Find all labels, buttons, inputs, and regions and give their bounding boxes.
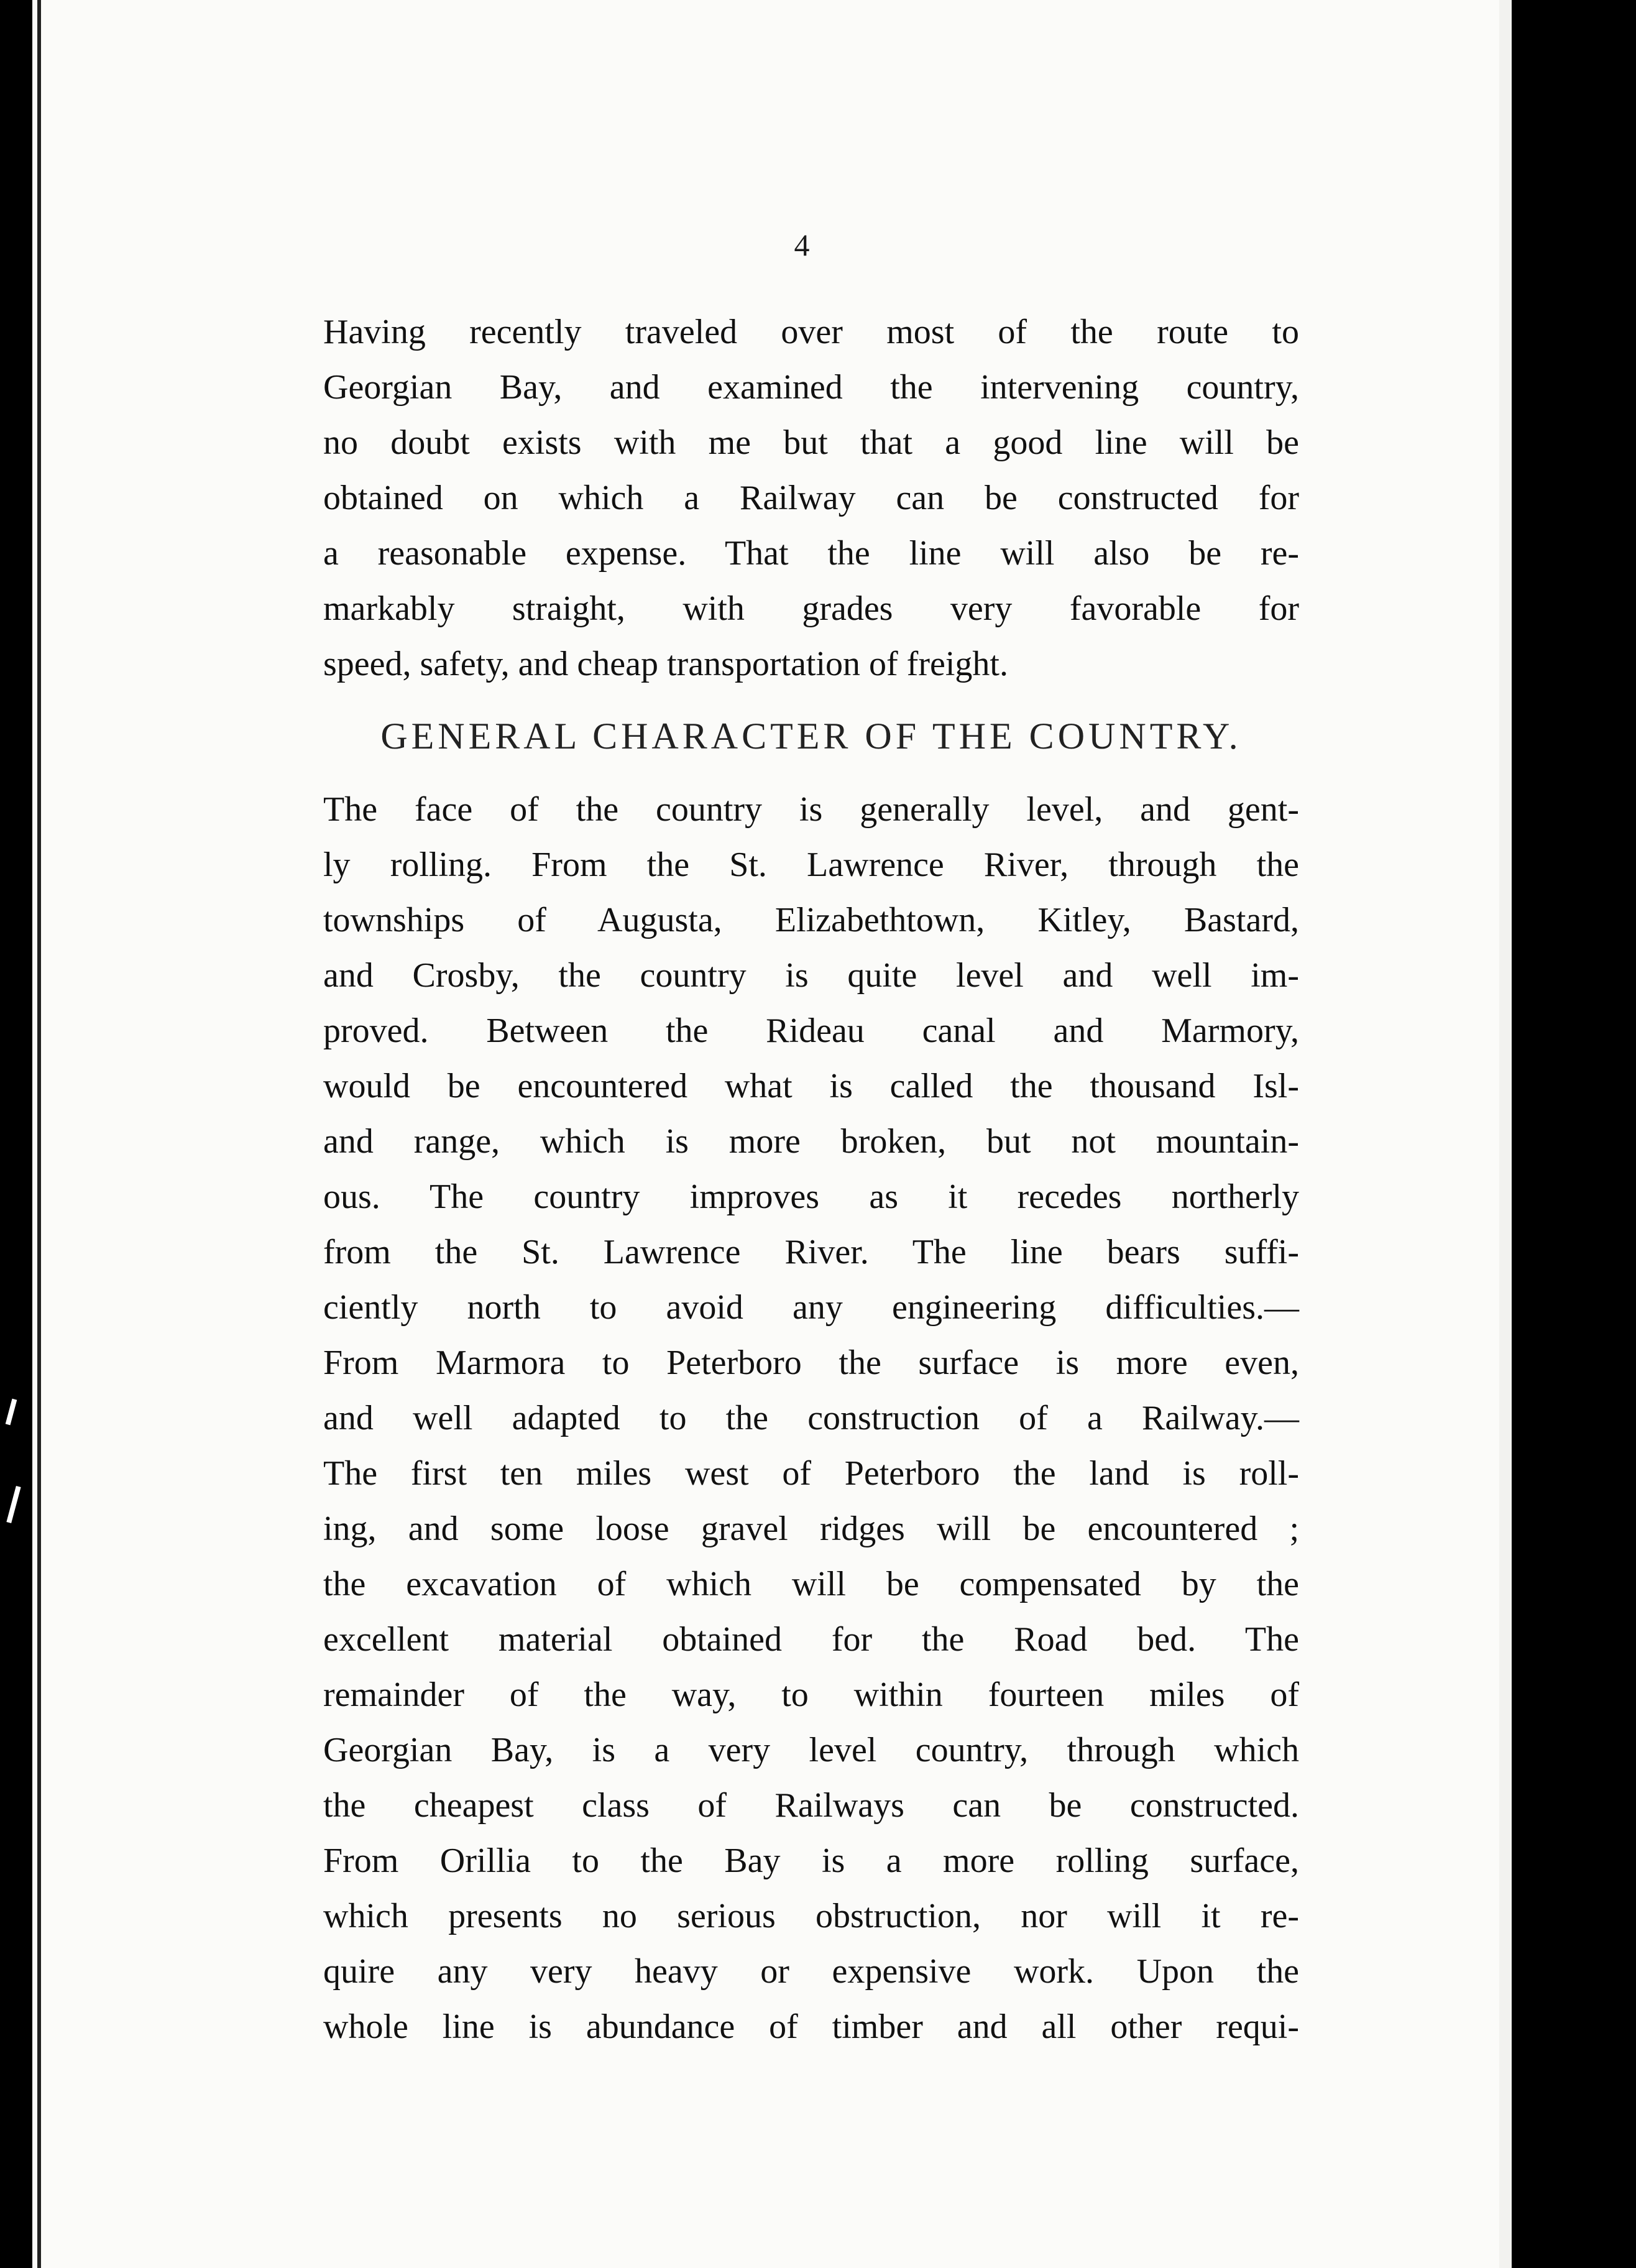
text-line: ing, and some loose gravel ridges will be encountered ; — [323, 1510, 1299, 1548]
text-line: a reasonable expense. That the line will also be re- — [323, 534, 1299, 573]
paragraph-country — [323, 782, 1299, 2055]
text-line: and Crosby, the country is quite level and well im- — [323, 956, 1299, 995]
text-line: From Marmora to Peterboro the surface is more even, — [323, 1344, 1299, 1382]
text-line: ly rolling. From the St. Lawrence River, through the — [323, 846, 1299, 884]
text-line: proved. Between the Rideau canal and Marmory, — [323, 1012, 1299, 1050]
adjacent-page-edge — [1499, 0, 1512, 2268]
text-line: which presents no serious obstruction, nor will it re- — [323, 1897, 1299, 1935]
text-line: ciently north to avoid any engineering difficulties.— — [323, 1288, 1299, 1327]
text-line: and well adapted to the construction of a Railway.— — [323, 1399, 1299, 1437]
text-line: excellent material obtained for the Road bed. The — [323, 1620, 1299, 1659]
text-line: Georgian Bay, and examined the intervening country, — [323, 368, 1299, 407]
text-line: Georgian Bay, is a very level country, through which — [323, 1731, 1299, 1769]
text-line: obtained on which a Railway can be constructed for — [323, 479, 1299, 517]
text-line: Having recently traveled over most of the route to — [323, 313, 1299, 351]
scan-artifact-mark — [6, 1399, 17, 1426]
text-line: ous. The country improves as it recedes northerly — [323, 1178, 1299, 1216]
text-line: From Orillia to the Bay is a more rolling surface, — [323, 1842, 1299, 1880]
text-line: from the St. Lawrence River. The line bears suffi- — [323, 1233, 1299, 1271]
text-line: speed, safety, and cheap transportation of freight. — [323, 645, 1008, 683]
text-line: the excavation of which will be compensated by the — [323, 1565, 1299, 1603]
text-line: markably straight, with grades very favorable for — [323, 589, 1299, 628]
text-line: townships of Augusta, Elizabethtown, Kitley, Bastard, — [323, 901, 1299, 939]
text-line: whole line is abundance of timber and all other requi- — [323, 2008, 1299, 2046]
text-line: the cheapest class of Railways can be constructed. — [323, 1786, 1299, 1825]
text-line: The face of the country is generally level, and gent- — [323, 790, 1299, 829]
text-line: would be encountered what is called the thousand Isl- — [323, 1067, 1299, 1105]
scan-artifact-mark — [6, 1486, 21, 1523]
page-number: 4 — [794, 228, 810, 262]
text-line: no doubt exists with me but that a good line will be — [323, 423, 1299, 462]
section-heading: GENERAL CHARACTER OF THE COUNTRY. — [380, 716, 1242, 757]
page-edge — [37, 0, 41, 2268]
scan-background — [1512, 0, 1636, 2268]
text-line: quire any very heavy or expensive work. Upon the — [323, 1952, 1299, 1991]
text-line: The first ten miles west of Peterboro the land is roll- — [323, 1454, 1299, 1493]
paragraph-intro — [323, 305, 1299, 692]
text-line: and range, which is more broken, but not mountain- — [323, 1122, 1299, 1161]
text-line: remainder of the way, to within fourteen miles of — [323, 1676, 1299, 1714]
